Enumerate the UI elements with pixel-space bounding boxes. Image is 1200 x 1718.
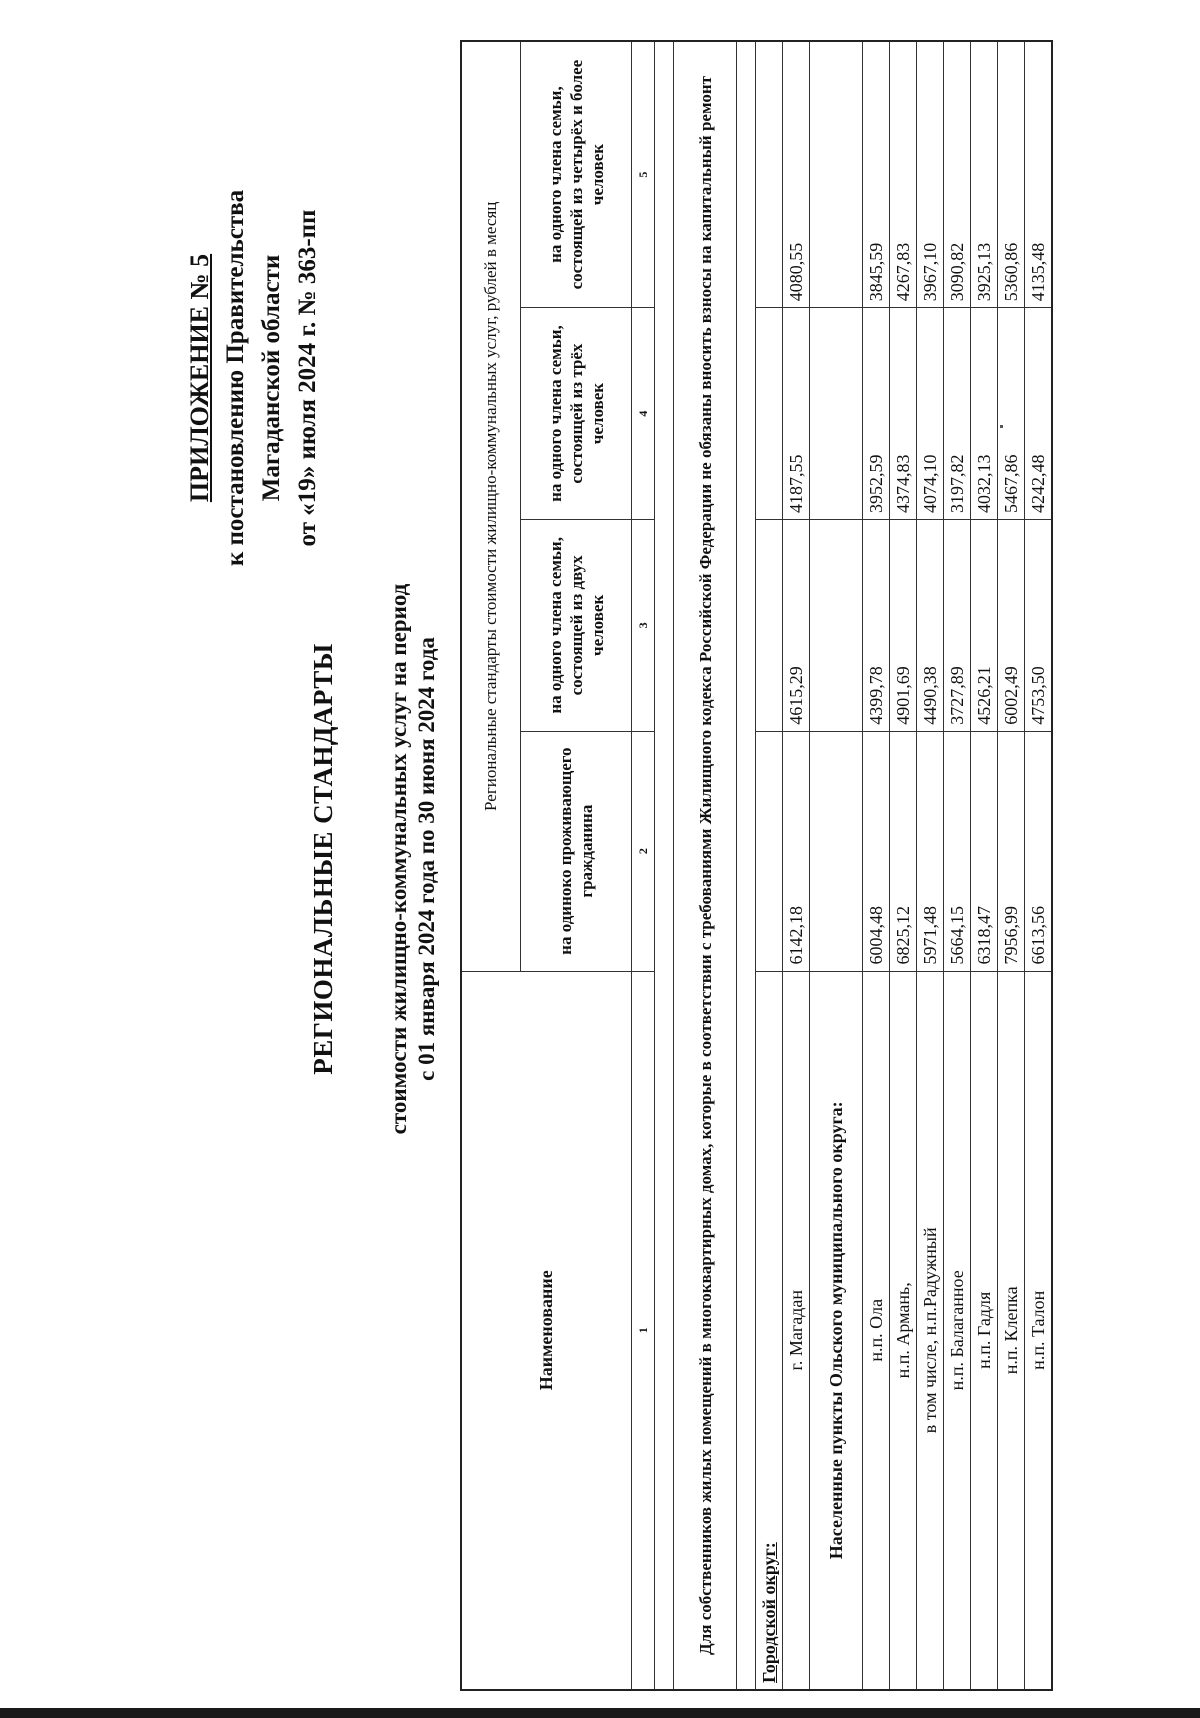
table-row bbox=[863, 41, 890, 1690]
note-row bbox=[674, 41, 737, 1690]
row-value-three: 3952,59 bbox=[863, 308, 890, 520]
empty-cell bbox=[756, 519, 783, 731]
group-title-olsky: Населенные пункты Ольского муниципального округа: bbox=[810, 971, 863, 1690]
row-value-three: 4187,55 bbox=[783, 308, 810, 520]
column-number: 2 bbox=[632, 731, 655, 971]
spacer-row bbox=[737, 41, 756, 1690]
column-number: 3 bbox=[632, 519, 655, 731]
table-row bbox=[890, 41, 917, 1690]
header-name: Наименование bbox=[461, 971, 632, 1690]
empty-cell bbox=[810, 731, 863, 971]
row-value-four-plus: 3967,10 bbox=[917, 41, 944, 308]
row-value-three: 4032,13 bbox=[971, 308, 998, 520]
row-name: н.п. Гадля bbox=[971, 971, 998, 1690]
empty-cell bbox=[756, 308, 783, 520]
appendix-line-2: Магаданской области bbox=[258, 254, 285, 502]
row-value-four-plus: 5360,86 bbox=[998, 41, 1025, 308]
appendix-title: ПРИЛОЖЕНИЕ № 5 bbox=[185, 253, 214, 503]
group-title-city bbox=[756, 971, 783, 1690]
row-value-two: 4526,21 bbox=[971, 519, 998, 731]
row-value-four-plus: 3090,82 bbox=[944, 41, 971, 308]
column-number-row bbox=[632, 41, 655, 1690]
table-row bbox=[1025, 41, 1053, 1690]
row-name: н.п. Талон bbox=[1025, 971, 1053, 1690]
row-value-three: 5467,86 bbox=[998, 308, 1025, 520]
row-value-single: 6004,48 bbox=[863, 731, 890, 971]
row-value-two: 4901,69 bbox=[890, 519, 917, 731]
spacer-row bbox=[655, 41, 674, 1690]
empty-cell bbox=[810, 41, 863, 308]
column-number: 4 bbox=[632, 308, 655, 520]
subheader-single: на одиноко проживающего гражданина bbox=[521, 731, 632, 971]
document-title: РЕГИОНАЛЬНЫЕ СТАНДАРТЫ bbox=[308, 643, 338, 1075]
table-header-row-1 bbox=[461, 41, 521, 1690]
row-value-single: 6825,12 bbox=[890, 731, 917, 971]
table-row bbox=[917, 41, 944, 1690]
row-value-single: 7956,99 bbox=[998, 731, 1025, 971]
row-name: г. Магадан bbox=[783, 971, 810, 1690]
group-header-row bbox=[810, 41, 863, 1690]
table-row bbox=[944, 41, 971, 1690]
scan-bottom-edge bbox=[0, 1708, 1200, 1718]
note-cell: Для собственников жилых помещений в многоквартирных домах, которые в соответствии с требованиями Жилищного кодекса Российской Федерации не обязаны вносить взносы на капитальный ремонт bbox=[674, 41, 737, 1690]
table-row bbox=[783, 41, 810, 1690]
document-subtitle-line-1: стоимости жилищно-коммунальных услуг на период bbox=[386, 583, 411, 1135]
row-name: н.п. Балаганное bbox=[944, 971, 971, 1690]
subheader-four-plus: на одного члена семьи, состоящей из четырёх и более человек bbox=[521, 41, 632, 308]
column-number: 5 bbox=[632, 41, 655, 308]
row-value-two: 3727,89 bbox=[944, 519, 971, 731]
empty-cell bbox=[756, 41, 783, 308]
row-value-two: 4490,38 bbox=[917, 519, 944, 731]
row-value-two: 6002,49 bbox=[998, 519, 1025, 731]
column-number: 1 bbox=[632, 971, 655, 1690]
row-value-single: 6318,47 bbox=[971, 731, 998, 971]
document-subtitle bbox=[385, 40, 441, 1678]
row-value-three: 3197,82 bbox=[944, 308, 971, 520]
empty-cell bbox=[810, 519, 863, 731]
row-value-three: 4242,48 bbox=[1025, 308, 1053, 520]
document-subtitle-line-2: с 01 января 2024 года по 30 июня 2024 года bbox=[414, 637, 439, 1081]
subheader-three: на одного члена семьи, состоящей из трёх человек bbox=[521, 308, 632, 520]
row-value-four-plus: 4267,83 bbox=[890, 41, 917, 308]
row-value-single: 6613,56 bbox=[1025, 731, 1053, 971]
header-group: Региональные стандарты стоимости жилищно-коммунальных услуг, рублей в месяц bbox=[461, 41, 521, 971]
empty-cell bbox=[810, 308, 863, 520]
row-value-single: 5664,15 bbox=[944, 731, 971, 971]
standards-table bbox=[460, 40, 1053, 1691]
row-value-two: 4753,50 bbox=[1025, 519, 1053, 731]
table-row bbox=[998, 41, 1025, 1690]
subheader-two: на одного члена семьи, состоящей из двух человек bbox=[521, 519, 632, 731]
row-value-four-plus: 3925,13 bbox=[971, 41, 998, 308]
spacer-cell bbox=[655, 41, 674, 1690]
row-value-single: 5971,48 bbox=[917, 731, 944, 971]
row-name: н.п. Ола bbox=[863, 971, 890, 1690]
row-value-three: 4074,10 bbox=[917, 308, 944, 520]
row-name: в том числе, н.п.Радужный bbox=[917, 971, 944, 1690]
appendix-line-1: к постановлению Правительства bbox=[222, 189, 249, 567]
appendix-line-3: от «19» июля 2024 г. № 363-пп bbox=[294, 209, 321, 547]
empty-cell bbox=[756, 731, 783, 971]
row-value-two: 4615,29 bbox=[783, 519, 810, 731]
row-name: н.п. Клепка bbox=[998, 971, 1025, 1690]
row-value-four-plus: 4135,48 bbox=[1025, 41, 1053, 308]
row-value-three: 4374,83 bbox=[890, 308, 917, 520]
row-value-four-plus: 3845,59 bbox=[863, 41, 890, 308]
spacer-cell bbox=[737, 41, 756, 1690]
row-value-four-plus: 4080,55 bbox=[783, 41, 810, 308]
row-value-two: 4399,78 bbox=[863, 519, 890, 731]
appendix-block bbox=[182, 98, 326, 658]
row-name: н.п. Армань, bbox=[890, 971, 917, 1690]
table-row bbox=[971, 41, 998, 1690]
group-title-city-text: Городской округ: bbox=[758, 1542, 779, 1683]
scan-speck bbox=[1000, 425, 1003, 428]
row-value-single: 6142,18 bbox=[783, 731, 810, 971]
group-header-row bbox=[756, 41, 783, 1690]
